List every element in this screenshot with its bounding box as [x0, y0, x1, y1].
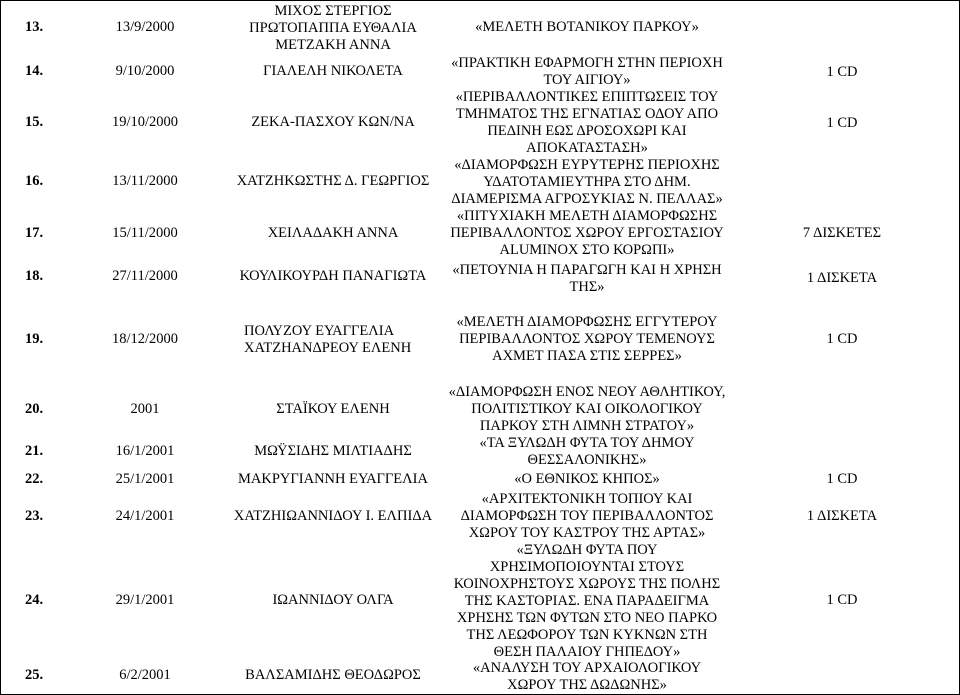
- row-date: 18/12/2000: [111, 331, 179, 347]
- row-name: ΧΑΤΖΗΚΩΣΤΗΣ Δ. ΓΕΩΡΓΙΟΣ: [236, 173, 430, 189]
- row-media: 7 ΔΙΣΚΕΤΕΣ: [802, 225, 882, 241]
- row-title: ΥΔΑΤΟΤΑΜΙΕΥΤΗΡΑ ΣΤΟ ΔΗΜ.: [483, 174, 691, 190]
- row-name: ΙΩΑΝΝΙΔΟΥ ΟΛΓΑ: [272, 592, 394, 608]
- row-title: ΧΩΡΟΥ ΤΟΥ ΚΑΣΤΡΟΥ ΤΗΣ ΑΡΤΑΣ»: [468, 525, 706, 541]
- row-name: ΧΑΤΖΗΑΝΔΡΕΟΥ ΕΛΕΝΗ: [244, 340, 412, 356]
- row-media: 1 CD: [826, 115, 858, 131]
- row-date: 9/10/2000: [115, 63, 175, 79]
- row-title: ΤΗΣ»: [569, 279, 605, 295]
- row-date: 13/11/2000: [112, 173, 178, 189]
- row-date: 13/9/2000: [115, 19, 175, 35]
- row-title: ΘΕΣΗ ΠΑΛΑΙΟΥ ΓΗΠΕΔΟΥ»: [493, 644, 681, 660]
- table-border-left: [0, 0, 1, 695]
- row-name: ΠΡΩΤΟΠΑΠΠΑ ΕΥΘΑΛΙΑ: [249, 20, 417, 36]
- row-number: 15.: [25, 114, 44, 130]
- row-number: 14.: [25, 63, 44, 79]
- table-border-top: [0, 0, 960, 1]
- row-title: ΧΩΡΟΥ ΤΗΣ ΔΩΔΩΝΗΣ»: [507, 677, 667, 693]
- row-name: ΖΕΚΑ-ΠΑΣΧΟΥ ΚΩΝ/ΝΑ: [251, 114, 415, 130]
- row-title: ΧΡΗΣΙΜΟΠΟΙΟΥΝΤΑΙ ΣΤΟΥΣ: [489, 559, 685, 575]
- row-name: ΒΑΛΣΑΜΙΔΗΣ ΘΕΟΔΩΡΟΣ: [245, 667, 421, 683]
- row-title: «ΔΙΑΜΟΡΦΩΣΗ ΕΝΟΣ ΝΕΟΥ ΑΘΛΗΤΙΚΟΥ,: [448, 384, 726, 400]
- row-number: 24.: [25, 592, 44, 608]
- row-date: 19/10/2000: [111, 114, 179, 130]
- row-date: 24/1/2001: [115, 508, 175, 524]
- row-number: 25.: [25, 667, 44, 683]
- row-title: «ΠΙΤΥΧΙΑΚΗ ΜΕΛΕΤΗ ΔΙΑΜΟΡΦΩΣΗΣ: [456, 208, 718, 224]
- row-title: ΤΗΣ ΛΕΩΦΟΡΟΥ ΤΩΝ ΚΥΚΝΩΝ ΣΤΗ: [466, 627, 708, 643]
- row-number: 21.: [25, 443, 44, 459]
- row-date: 15/11/2000: [112, 225, 178, 241]
- row-title: «Ο ΕΘΝΙΚΟΣ ΚΗΠΟΣ»: [514, 471, 660, 487]
- row-title: ΤΟΥ ΑΙΓΙΟΥ»: [543, 72, 631, 88]
- row-media: 1 CD: [826, 331, 858, 347]
- row-title: «ΜΕΛΕΤΗ ΒΟΤΑΝΙΚΟΥ ΠΑΡΚΟΥ»: [475, 19, 699, 35]
- row-title: ΠΕΡΙΒΑΛΛΟΝΤΟΣ ΧΩΡΟΥ ΤΕΜΕΝΟΥΣ: [459, 331, 715, 347]
- row-name: ΜΙΧΟΣ ΣΤΕΡΓΙΟΣ: [274, 3, 392, 19]
- row-title: ΑΠΟΚΑΤΑΣΤΑΣΗ»: [526, 140, 648, 156]
- row-title: ALUMINOX ΣΤΟ ΚΟΡΩΠΙ»: [499, 242, 675, 258]
- row-name: ΧΑΤΖΗΙΩΑΝΝΙΔΟΥ Ι. ΕΛΠΙΔΑ: [233, 508, 433, 524]
- row-media: 1 ΔΙΣΚΕΤΑ: [806, 270, 878, 286]
- row-title: «ΠΕΤΟΥΝΙΑ Η ΠΑΡΑΓΩΓΗ ΚΑΙ Η ΧΡΗΣΗ: [452, 262, 722, 278]
- row-title: ΤΗΣ ΚΑΣΤΟΡΙΑΣ. ΕΝΑ ΠΑΡΑΔΕΙΓΜΑ: [464, 593, 710, 609]
- row-name: ΚΟΥΛΙΚΟΥΡΔΗ ΠΑΝΑΓΙΩΤΑ: [239, 268, 427, 284]
- row-name: ΓΙΑΛΕΛΗ ΝΙΚΟΛΕΤΑ: [263, 63, 403, 79]
- row-title: «ΑΝΑΛΥΣΗ ΤΟΥ ΑΡΧΑΙΟΛΟΓΙΚΟΥ: [472, 660, 702, 676]
- row-name: ΜΩΫΣΙΔΗΣ ΜΙΛΤΙΑΔΗΣ: [254, 443, 412, 459]
- row-title: «ΠΕΡΙΒΑΛΛΟΝΤΙΚΕΣ ΕΠΙΠΤΩΣΕΙΣ ΤΟΥ: [455, 89, 719, 105]
- row-title: ΑΧΜΕΤ ΠΑΣΑ ΣΤΙΣ ΣΕΡΡΕΣ»: [492, 348, 682, 364]
- row-title: «ΠΡΑΚΤΙΚΗ ΕΦΑΡΜΟΓΗ ΣΤΗΝ ΠΕΡΙΟΧΗ: [451, 55, 723, 71]
- row-name: ΠΟΛΥΖΟΥ ΕΥΑΓΓΕΛΙΑ: [244, 323, 395, 339]
- row-date: 6/2/2001: [119, 667, 171, 683]
- row-number: 18.: [25, 268, 44, 284]
- row-date: 29/1/2001: [115, 592, 175, 608]
- row-date: 25/1/2001: [115, 471, 175, 487]
- row-number: 19.: [25, 331, 44, 347]
- row-name: ΜΑΚΡΥΓΙΑΝΝΗ ΕΥΑΓΓΕΛΙΑ: [238, 471, 428, 487]
- row-media: 1 CD: [826, 64, 858, 80]
- row-title: ΔΙΑΜΟΡΦΩΣΗ ΤΟΥ ΠΕΡΙΒΑΛΛΟΝΤΟΣ: [460, 508, 714, 524]
- row-date: 16/1/2001: [115, 443, 175, 459]
- row-date: 27/11/2000: [112, 268, 178, 284]
- row-title: «ΔΙΑΜΟΡΦΩΣΗ ΕΥΡΥΤΕΡΗΣ ΠΕΡΙΟΧΗΣ: [454, 157, 720, 173]
- row-number: 22.: [25, 471, 44, 487]
- row-title: ΘΕΣΣΑΛΟΝΙΚΗΣ»: [527, 452, 647, 468]
- row-title: ΔΙΑΜΕΡΙΣΜΑ ΑΓΡΟΣΥΚΙΑΣ Ν. ΠΕΛΛΑΣ»: [451, 191, 723, 207]
- row-number: 17.: [25, 225, 44, 241]
- row-number: 20.: [25, 401, 44, 417]
- row-number: 23.: [25, 508, 44, 524]
- row-name: ΧΕΙΛΑΔΑΚΗ ΑΝΝΑ: [267, 225, 399, 241]
- row-name: ΜΕΤΖΑΚΗ ΑΝΝΑ: [275, 37, 391, 53]
- row-date: 2001: [130, 401, 160, 417]
- row-media: 1 ΔΙΣΚΕΤΑ: [806, 508, 878, 524]
- row-media: 1 CD: [826, 471, 858, 487]
- row-title: ΠΟΛΙΤΙΣΤΙΚΟΥ ΚΑΙ ΟΙΚΟΛΟΓΙΚΟΥ: [471, 401, 703, 417]
- row-title: ΤΜΗΜΑΤΟΣ ΤΗΣ ΕΓΝΑΤΙΑΣ ΟΔΟΥ ΑΠΟ: [455, 106, 719, 122]
- row-title: ΠΑΡΚΟΥ ΣΤΗ ΛΙΜΝΗ ΣΤΡΑΤΟΥ»: [479, 418, 695, 434]
- row-title: ΠΕΔΙΝΗ ΕΩΣ ΔΡΟΣΟΧΩΡΙ ΚΑΙ: [487, 123, 687, 139]
- row-number: 16.: [25, 173, 44, 189]
- row-title: ΚΟΙΝΟΧΡΗΣΤΟΥΣ ΧΩΡΟΥΣ ΤΗΣ ΠΟΛΗΣ: [453, 576, 721, 592]
- row-title: «ΤΑ ΞΥΛΩΔΗ ΦΥΤΑ ΤΟΥ ΔΗΜΟΥ: [479, 435, 695, 451]
- row-title: «ΜΕΛΕΤΗ ΔΙΑΜΟΡΦΩΣΗΣ ΕΓΓΥΤΕΡΟΥ: [456, 314, 718, 330]
- row-media: 1 CD: [826, 592, 858, 608]
- row-number: 13.: [25, 19, 44, 35]
- row-title: «ΑΡΧΙΤΕΚΤΟΝΙΚΗ ΤΟΠΙΟΥ ΚΑΙ: [481, 491, 693, 507]
- row-name: ΣΤΑΪΚΟΥ ΕΛΕΝΗ: [276, 401, 390, 417]
- row-title: ΠΕΡΙΒΑΛΛΟΝΤΟΣ ΧΩΡΟΥ ΕΡΓΟΣΤΑΣΙΟΥ: [450, 225, 724, 241]
- row-title: ΧΡΗΣΗΣ ΤΩΝ ΦΥΤΩΝ ΣΤΟ ΝΕΟ ΠΑΡΚΟ: [456, 610, 718, 626]
- row-title: «ΞΥΛΩΔΗ ΦΥΤΑ ΠΟΥ: [516, 542, 658, 558]
